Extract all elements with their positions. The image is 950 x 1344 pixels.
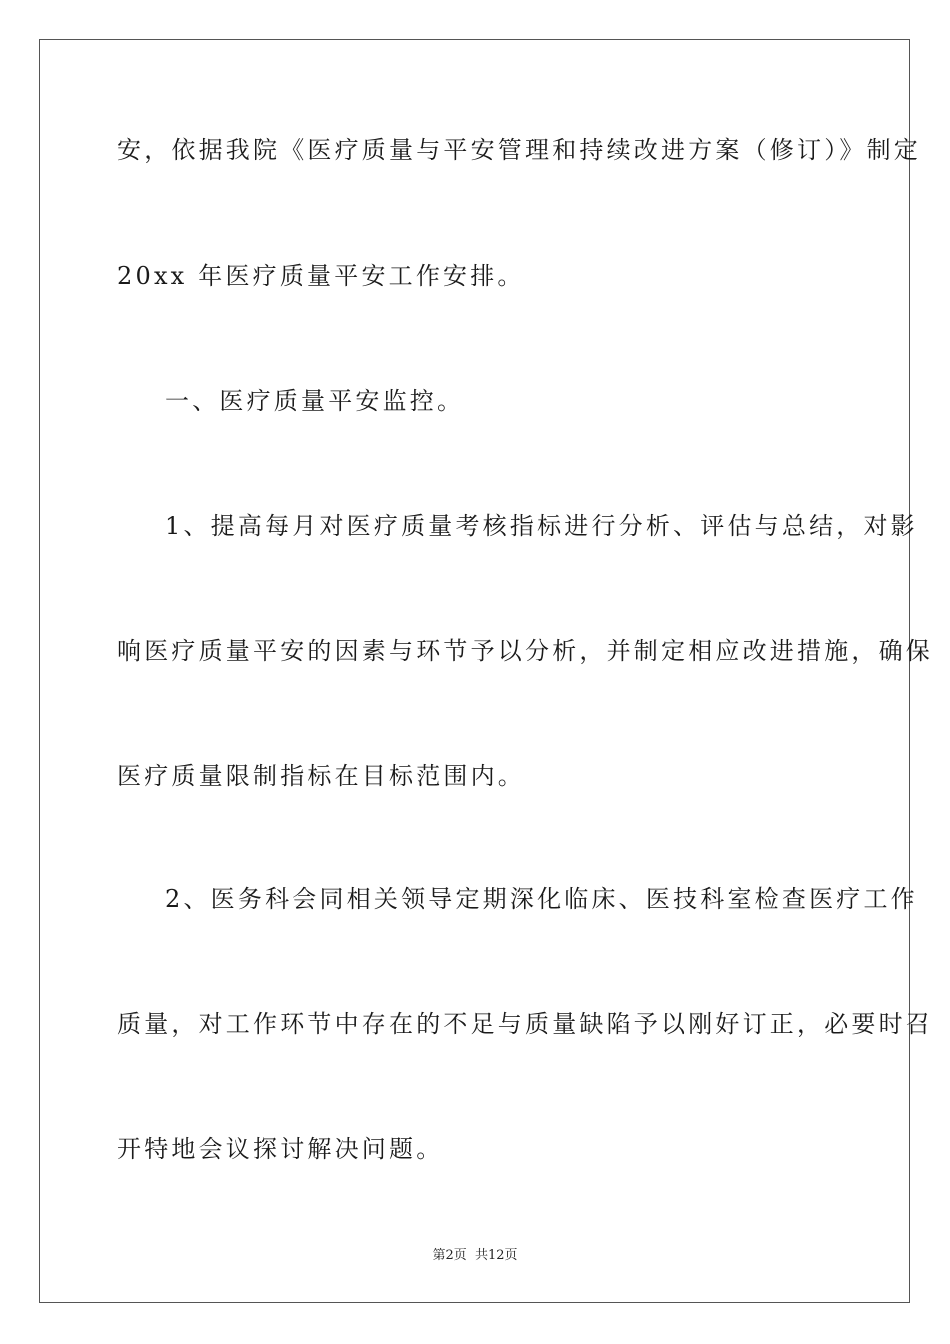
item-2-line-2: 质量，对工作环节中存在的不足与质量缺陷予以刚好订正，必要时召	[117, 1010, 933, 1038]
item-1-line-3: 医疗质量限制指标在目标范围内。	[117, 762, 525, 790]
page-footer	[0, 1247, 950, 1265]
item-1-line-1: 1、提高每月对医疗质量考核指标进行分析、评估与总结，对影	[165, 512, 918, 540]
page-number: 第2页	[432, 1248, 467, 1263]
item-2-line-3: 开特地会议探讨解决问题。	[117, 1135, 444, 1163]
body-line-2: 20xx 年医疗质量平安工作安排。	[117, 262, 525, 290]
section-heading: 一、医疗质量平安监控。	[165, 387, 465, 415]
item-1-line-2: 响医疗质量平安的因素与环节予以分析，并制定相应改进措施，确保	[117, 637, 933, 665]
total-pages: 共12页	[474, 1248, 518, 1263]
item-2-line-1: 2、医务科会同相关领导定期深化临床、医技科室检查医疗工作	[165, 885, 918, 913]
body-line-1: 安，依据我院《医疗质量与平安管理和持续改进方案（修订）》制定	[117, 136, 921, 164]
page-border	[39, 39, 933, 1303]
